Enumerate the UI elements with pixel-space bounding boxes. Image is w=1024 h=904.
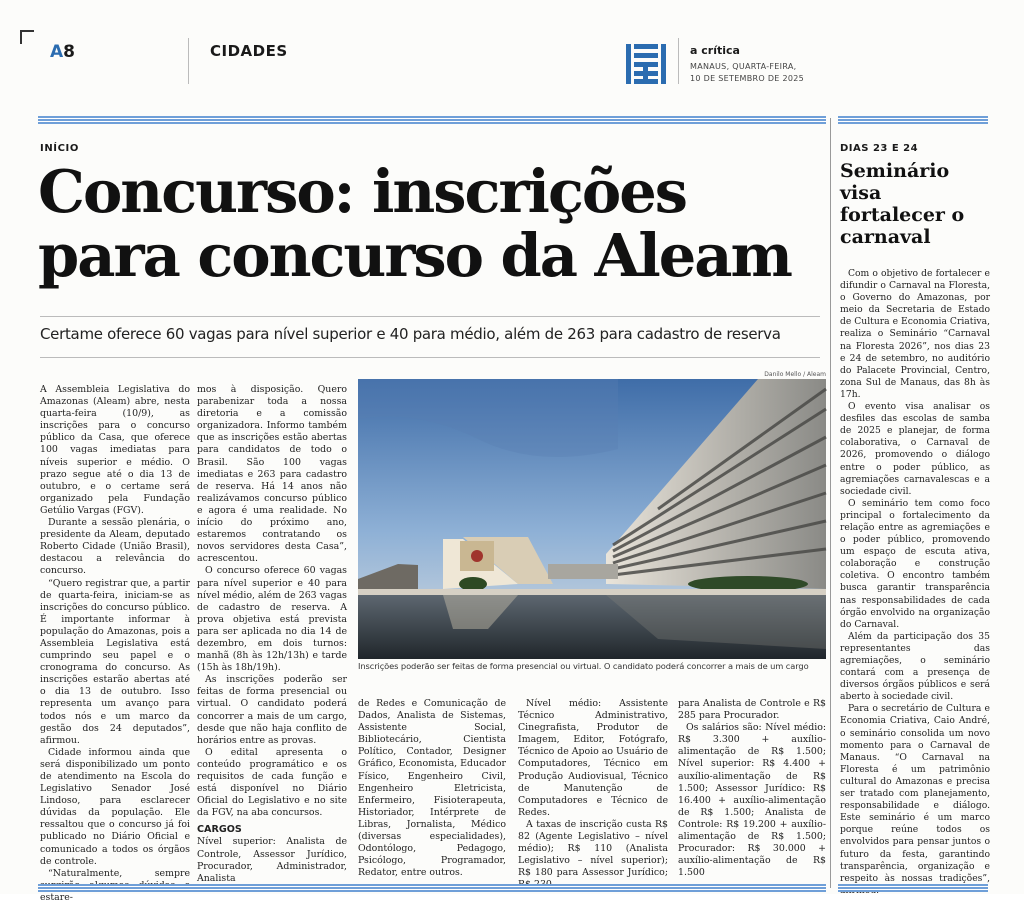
paragraph: para Analista de Controle e R$ 285 para Procurador. <box>678 698 826 722</box>
page-digit: 8 <box>63 42 76 62</box>
article-column-1 <box>40 384 190 904</box>
paragraph: “Quero registrar que, a partir de quarta-feira, iniciam-se as inscrições do concurso público. É importante informar à população do Amazonas, pois a Assembleia Legislativa está cumprindo seu papel e o cronograma do concurso. As inscrições estarão abertas até o dia 13 de outubro. Isso representa um avanço para todos nós e um marco da gestão dos 24 deputados”, afirmou. <box>40 577 190 746</box>
paragraph: Os salários são: Nível médio: R$ 3.300 + auxílio-alimentação de R$ 1.500; Nível superior: R$ 4.400 + auxílio-alimentação de R$ 1.500; Assessor Jurídico: R$ 16.400 + auxílio-alimentação de R$ 1.500; Analista de Controle: R$ 19.200 + auxílio-alimentação de R$ 1.500; Procurador: R$ 30.000 + auxílio-alimentação de R$ 1.500 <box>678 722 826 879</box>
paragraph: de Redes e Comunicação de Dados, Analista de Sistemas, Assistente Social, Bibliotecário, Cientista Político, Contador, Designer Gráfico, Economista, Educador Físico, Engenheiro Civil, Engenheiro Eletricista, Enfermeiro, Fisioterapeuta, Historiador, Intérprete de Libras, Jornalista, Médico (diversas especialidades), Odontólogo, Pedagogo, Psicólogo, Programador, Redator, entre outros. <box>358 698 506 879</box>
brand-name: a crítica <box>690 44 740 57</box>
sidebar-title: Seminário visa fortalecer o carnaval <box>840 160 965 248</box>
paragraph: A taxas de inscrição custa R$ 82 (Agente Legislativo – nível médio); R$ 110 (Analista Legislativo – nível superior); R$ 180 para Assessor Jurídico; <box>518 818 668 879</box>
paragraph: Cidade informou ainda que será disponibilizado um ponto de atendimento na Escola do Legislativo Senador José Lindoso, para esclarecer dúvidas da população. Ele ressaltou que o concurso já foi publicado no Diário Oficial e comunicado a todos os órgãos de controle. <box>40 746 190 867</box>
photo-caption: Inscrições poderão ser feitas de forma presencial ou virtual. O candidato poderá concorrer a mais de um cargo <box>358 661 809 671</box>
paragraph: mos à disposição. Quero parabenizar toda a nossa diretoria e a comissão organizadora. Informo também que as inscrições estão abertas para candidatos de todo o Brasil. São 100 vagas imediatas e 263 para cadastro de reserva. Há 14 anos não realizávamos concurso público e agora é uma realidade. No início do próximo ano, estaremos contratando os novos servidores desta Casa”, acrescentou. <box>197 384 347 565</box>
sidebar-kicker: DIAS 23 E 24 <box>840 143 919 154</box>
article-column-5 <box>678 698 826 879</box>
paragraph: O edital apresenta o conteúdo programático e os requisitos de cada função e está disponível no Diário Oficial do Legislativo e no site da FGV, na aba concursos. <box>197 746 347 819</box>
top-rule-sidebar <box>838 116 988 124</box>
bottom-rule <box>38 884 826 892</box>
deck-rule-bottom <box>40 357 820 358</box>
section-name: CIDADES <box>210 42 288 60</box>
article-headline: Concurso: inscrições para concurso da Aleam <box>38 157 791 290</box>
paragraph: “Naturalmente, sempre estare- <box>40 867 190 903</box>
paragraph: A Assembleia Legislativa do Amazonas (Aleam) abre, nesta quarta-feira (10/9), as inscrições para o concurso público da Casa, que oferece 100 vagas imediatas para níveis superior e médio. O prazo segue até o dia 13 de outubro, e o certame será organizado pela Fundação Getúlio Vargas (FGV). <box>40 384 190 516</box>
paragraph: Além da participação dos 35 representantes das agremiações, o seminário contará com a presença de diversos órgãos públicos e será aberto à sociedade civil. <box>840 630 990 703</box>
crop-mark <box>20 30 22 44</box>
top-rule <box>38 116 826 124</box>
paragraph: O seminário tem como foco principal o fortalecimento da relação entre as agremiações e o poder público, promovendo um espaço de escuta ativa, colaboração e construção coletiva. O encontro também busca garantir transparência nas responsabilidades de cada órgão envolvido na organização do Carnaval. <box>840 497 990 630</box>
paragraph: Para o secretário de Cultura e Economia Criativa, Caio André, o seminário consolida um novo momento para o Carnaval de Manaus. “O Carnaval na Floresta é um patrimônio cultural do Amazonas e precisa ser tratado com planejamento, responsabilidade e diálogo. Este seminário é um marco porque reúne todos os envolvidos para pensar juntos o futuro da festa, garantindo transparência, organização e respeito às nossas tradições”, <box>840 703 990 884</box>
paragraph: Nível médio: Assistente Técnico Administrativo, Cinegrafista, Produtor de Imagem, Editor, Fotógrafo, Técnico de Apoio ao Usuário de Computadores, Técnico em Produção Audiovisual, Técnico de Manutenção de Computadores e Técnico de Redes. <box>518 698 669 818</box>
dateline-date: 10 DE SETEMBRO DE 2025 <box>690 74 805 83</box>
crop-mark <box>20 30 34 32</box>
paragraph: O concurso oferece 60 vagas para nível superior e 40 para nível médio, além de 263 vagas de cadastro de reserva. A prova objetiva está prevista para ser aplicada no dia 14 de dezembro, em dois turnos: manhã (8h às 12h/13h) e tarde (15h às 18h/19h). <box>197 565 347 674</box>
column-divider <box>830 118 831 888</box>
page-letter: A <box>50 42 64 62</box>
paragraph: Nível superior: Analista de Controle, Assessor Jurídico, Procurador, Administrador, Analista <box>197 836 347 884</box>
dateline-place: MANAUS, QUARTA-FEIRA, <box>690 62 797 71</box>
article-column-4 <box>518 698 668 892</box>
assembly-building-photo <box>358 379 826 659</box>
article-kicker: INÍCIO <box>40 143 79 154</box>
paragraph: As inscrições poderão ser feitas de forma presencial ou virtual. O candidato poderá concorrer a mais de um cargo, desde que não haja conflito de horários entre as provas. <box>197 674 347 746</box>
photo-credit: Danilo Mello / Aleam <box>764 371 826 378</box>
deck-rule-top <box>40 316 820 317</box>
header-separator <box>678 38 679 84</box>
paragraph: Durante a sessão plenária, o presidente da Aleam, deputado Roberto Cidade (União Brasil), destacou a relevância do concurso. <box>40 517 190 577</box>
bottom-rule-sidebar <box>838 884 988 892</box>
page-number <box>50 42 75 62</box>
article-column-2 <box>197 384 347 885</box>
brand-block <box>690 44 804 85</box>
article-deck: Certame oferece 60 vagas para nível superior e 40 para médio, além de 263 para cadastro de reserva <box>40 325 781 343</box>
sidebar-body <box>840 268 990 897</box>
cargos-heading: CARGOS <box>197 824 242 836</box>
header-separator <box>188 38 189 84</box>
a-critica-logo-icon <box>626 44 666 84</box>
paragraph: O evento visa analisar os desfiles das escolas de samba de 2025 e planejar, de forma colaborativa, o Carnaval de 2026, promovendo o diálogo entre o poder público, as agremiações carnavalescas e a sociedade civil. <box>840 401 990 497</box>
dateline <box>690 61 804 85</box>
paragraph: Com o objetivo de fortalecer e difundir o Carnaval na Floresta, o Governo do Amazonas, por meio da Secretaria de Estado de Cultura e Economia Criativa, realiza o Seminário “Carnaval na Floresta 2026”, nos dias 23 e 24 de setembro, no auditório do Palacete Provincial, Centro, zona Sul de Manaus, das 8h às 17h. <box>840 268 990 400</box>
article-column-3 <box>358 698 506 879</box>
